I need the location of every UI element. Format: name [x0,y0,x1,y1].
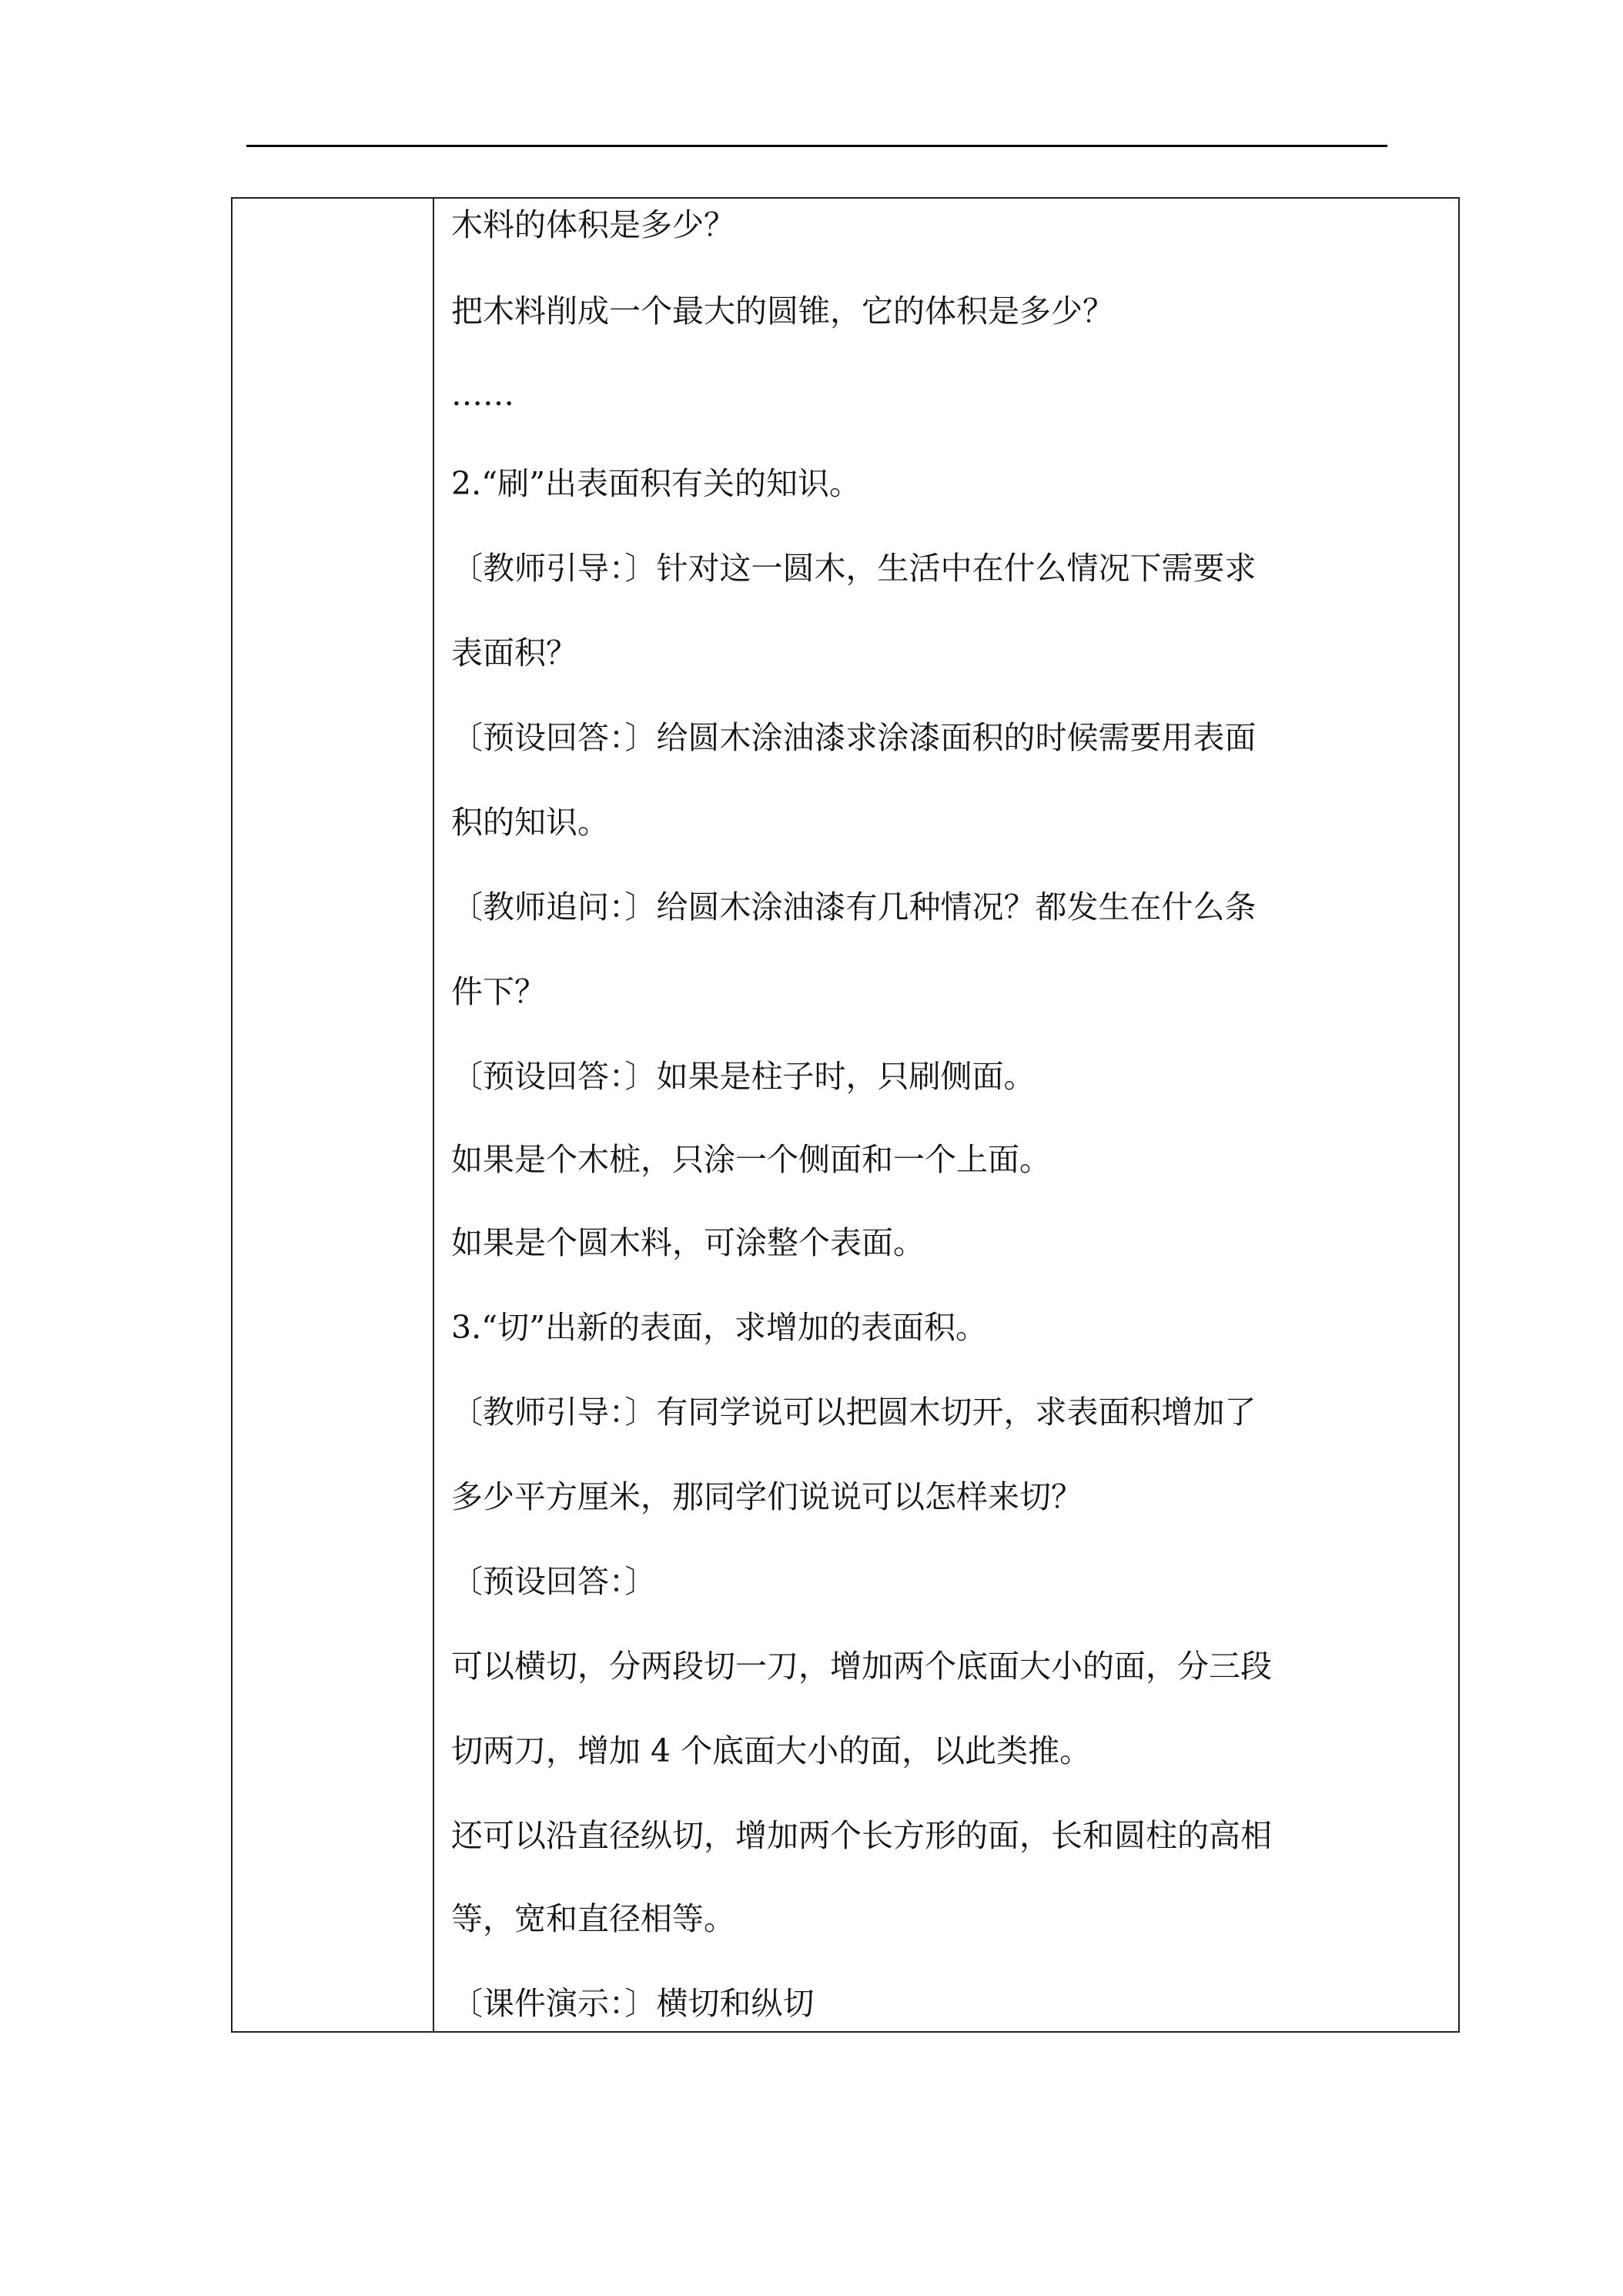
text-line: 木料的体积是多少？ [451,206,735,243]
text-line: 把木料削成一个最大的圆锥，它的体积是多少？ [451,293,1114,330]
text-line: 〔教师追问：〕给圆木涂油漆有几种情况？都发生在什么条 [451,889,1257,925]
text-line: 切两刀，增加 4 个底面大小的面，以此类推。 [451,1732,1092,1769]
text-line: 〔课件演示：〕横切和纵切 [451,1985,815,2022]
text-line: 〔教师引导：〕有同学说可以把圆木切开，求表面积增加了 [451,1394,1257,1431]
header-rule [246,145,1387,147]
text-line: 件下？ [451,973,546,1010]
text-line: 表面积？ [451,634,577,671]
text-line: 3.“切”出新的表面，求增加的表面积。 [451,1309,988,1346]
text-line: …… [451,376,514,413]
lesson-plan-table [231,197,1460,2033]
text-line: 如果是个木桩，只涂一个侧面和一个上面。 [451,1141,1051,1178]
text-line: 〔预设回答：〕给圆木涂油漆求涂漆面积的时候需要用表面 [451,719,1257,756]
text-line: 如果是个圆木料，可涂整个表面。 [451,1224,925,1261]
text-line: 2.“刷”出表面积有关的知识。 [451,465,862,502]
text-line: 还可以沿直径纵切，增加两个长方形的面，长和圆柱的高相 [451,1817,1272,1854]
text-line: 积的知识。 [451,804,609,841]
text-line: 多少平方厘米，那同学们说说可以怎样来切？ [451,1478,1083,1515]
text-line: 可以横切，分两段切一刀，增加两个底面大小的面，分三段 [451,1648,1272,1685]
content-cell [434,199,1458,2031]
text-line: 〔预设回答：〕 [451,1563,657,1600]
text-line: 等，宽和直径相等。 [451,1900,735,1937]
text-line: 〔教师引导：〕针对这一圆木，生活中在什么情况下需要求 [451,550,1257,587]
text-line: 〔预设回答：〕如果是柱子时，只刷侧面。 [451,1058,1036,1095]
